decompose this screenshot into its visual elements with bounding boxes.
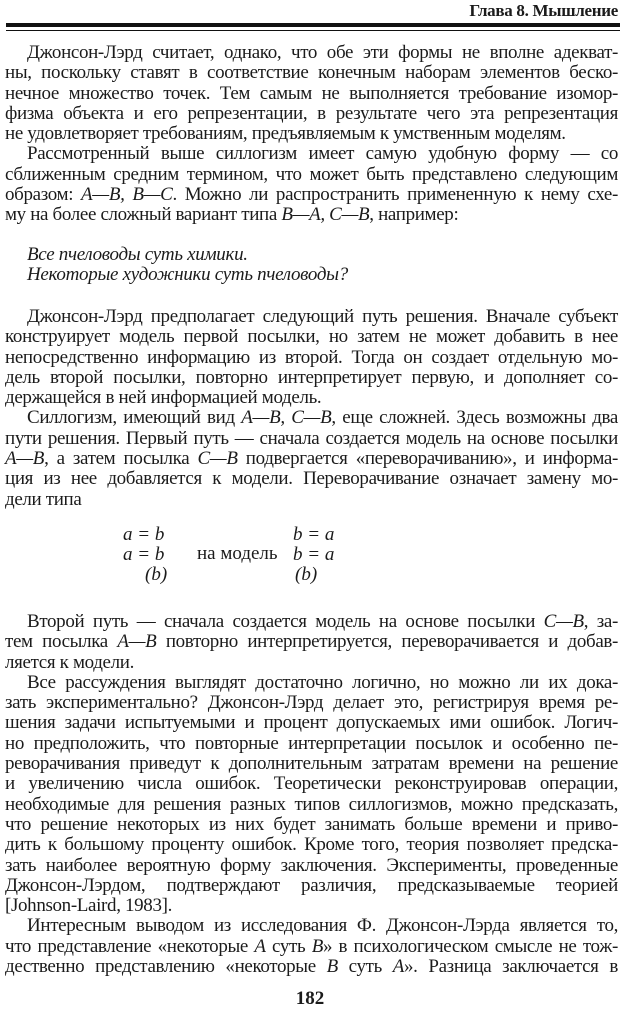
text-segment: пути решения. Первый путь — сначала создается модель на основе посылки xyxy=(5,427,618,449)
text-segment: конструирует модель первой посылки, но затем не может добавить в нее xyxy=(5,326,618,348)
text-line xyxy=(5,104,618,124)
formula-row: b = a xyxy=(293,544,335,565)
text-segment: ». Разница заключается в xyxy=(404,956,618,978)
text-segment: физма объекта и его репрезентации, в результате чего эта репрезентация xyxy=(5,102,618,124)
text-block-2 xyxy=(5,307,618,510)
text-segment: повторно интерпретируется, переворачивается и добав- xyxy=(156,631,619,653)
text-segment: образом: xyxy=(5,184,82,206)
text-segment: реворачивания приведут к дополнительным затратам времени на решение xyxy=(5,753,618,775)
text-segment: ны, поскольку ставят в соответствие конечным наборам элементов беско- xyxy=(5,62,618,84)
formula-label-b: (b) xyxy=(295,564,318,585)
text-segment: и увеличению числа ошибок. Теоретически реконструировав операции, xyxy=(5,773,618,795)
text-line xyxy=(5,327,618,347)
text-segment: му на более сложный вариант типа xyxy=(5,204,282,226)
text-segment: нечное множество точек. Тем самым не выполняется требование изомор- xyxy=(5,82,618,104)
text-block-1 xyxy=(5,43,618,226)
text-segment: Джонсон-Лэрдом, подтверждают различия, предсказываемые теорией xyxy=(5,874,618,896)
text-segment: Интересным выводом из исследования Ф. Джонсон-Лэрда является то, xyxy=(27,915,618,937)
text-line xyxy=(5,856,618,876)
text-block-3 xyxy=(5,612,618,977)
text-line xyxy=(5,693,618,713)
text-line xyxy=(5,774,618,794)
text-segment: суть xyxy=(337,956,393,978)
italic-term: A—B, B—C xyxy=(81,184,173,206)
italic-term: A—B xyxy=(5,448,45,470)
text-line xyxy=(5,937,618,957)
text-line xyxy=(5,896,618,916)
text-segment: , а затем посылка xyxy=(44,448,198,470)
text-line xyxy=(5,63,618,83)
text-line xyxy=(5,490,618,510)
text-segment: . Можно ли распространить примененную к нему схе- xyxy=(172,184,618,206)
formula-right xyxy=(293,525,334,585)
text-line xyxy=(5,165,618,185)
verse-line: Некоторые художники суть пчеловоды? xyxy=(27,264,348,286)
text-segment: но предположить, что повторные интерпретации посылок и особенно пе- xyxy=(5,732,618,754)
text-segment: , например: xyxy=(369,204,459,226)
text-segment: дели типа xyxy=(5,488,82,510)
formula-middle: на модель xyxy=(197,543,278,564)
text-segment: необходимые для решения разных типов силлогизмов, можно предсказать, xyxy=(5,793,618,815)
text-segment: шения задачи испытуемыми и процент допускаемых ими ошибок. Логич- xyxy=(5,712,618,734)
text-segment: подвергается «переворачиванию», и информа- xyxy=(237,448,618,470)
text-segment: зать наиболее вероятную форму заключения. Эксперименты, проведенные xyxy=(5,854,618,876)
paragraph xyxy=(5,612,618,673)
paragraph xyxy=(5,673,618,917)
text-line xyxy=(5,429,618,449)
text-segment: непосредственно информацию из второй. Тогда он создает отдельную мо- xyxy=(5,346,618,368)
italic-term: A xyxy=(254,935,266,957)
text-segment: тем посылка xyxy=(5,631,118,653)
text-segment: ляется к модели. xyxy=(5,651,134,673)
italic-term: B xyxy=(311,935,323,957)
text-line xyxy=(5,916,618,936)
text-line xyxy=(5,144,618,164)
text-line xyxy=(5,815,618,835)
text-segment: Рассмотренный выше силлогизм имеет самую удобную форму — со xyxy=(27,143,618,165)
text-segment: суть xyxy=(265,935,312,957)
text-segment: » в психологическом смысле не тож- xyxy=(322,935,618,957)
text-segment: ция из нее добавляется к модели. Переворачивание означает замену мо- xyxy=(5,468,618,490)
text-segment: Джонсон-Лэрд считает, однако, что обе эти формы не вполне адекват- xyxy=(27,42,618,63)
paragraph xyxy=(5,916,618,977)
text-segment: Силлогизм, имеющий вид xyxy=(27,407,242,429)
text-segment: сближенным средним термином, что может быть представлено следующим xyxy=(5,163,618,185)
text-line xyxy=(5,388,618,408)
text-segment: , за- xyxy=(583,611,618,632)
text-line xyxy=(5,348,618,368)
text-line xyxy=(5,876,618,896)
italic-term: A xyxy=(392,956,405,978)
text-segment: дель второй посылки, повторно интерпретирует первую, и дополняет со- xyxy=(5,366,618,388)
text-line xyxy=(5,713,618,733)
text-line xyxy=(5,653,618,673)
formula-row: a = b xyxy=(123,524,165,545)
text-line xyxy=(5,673,618,693)
text-line xyxy=(5,734,618,754)
header-rule-thin xyxy=(6,30,620,31)
text-line xyxy=(5,957,618,977)
text-line xyxy=(5,307,618,327)
text-segment: дить к большому проценту ошибок. Кроме того, теория позволяет предска- xyxy=(5,834,618,856)
text-line xyxy=(5,612,618,632)
text-segment: зать экспериментально? Джонсон-Лэрд делает это, регистрируя время ре- xyxy=(5,692,618,714)
paragraph xyxy=(5,408,618,509)
formula-row: a = b xyxy=(123,544,165,565)
text-segment: дественно представлению «некоторые xyxy=(5,956,327,978)
formula-row: b = a xyxy=(293,524,335,545)
text-line xyxy=(5,205,618,225)
paragraph xyxy=(5,307,618,408)
text-line xyxy=(5,368,618,388)
italic-term: C—B xyxy=(197,448,238,470)
formula-label-b: (b) xyxy=(145,564,168,585)
text-line xyxy=(5,84,618,104)
text-line xyxy=(5,754,618,774)
page-number: 182 xyxy=(295,988,325,1009)
paragraph xyxy=(5,43,618,144)
text-segment: держащейся в ней информацией модель. xyxy=(5,387,322,409)
text-segment: [Johnson-Laird, 1983]. xyxy=(5,895,172,917)
italic-term: B xyxy=(326,956,338,978)
text-line xyxy=(5,124,618,144)
text-segment: Все рассуждения выглядят достаточно логично, но можно ли их дока- xyxy=(27,671,618,693)
italic-term: C—B xyxy=(543,611,584,632)
text-segment: не удовлетворяет требованиям, предъявляемым к умственным моделям. xyxy=(5,123,566,145)
verse-example xyxy=(27,245,348,286)
text-line xyxy=(5,185,618,205)
paragraph xyxy=(5,144,618,225)
verse-line: Все пчеловоды суть химики. xyxy=(27,244,248,265)
text-segment: Второй путь — сначала создается модель на основе посылки xyxy=(27,611,544,632)
italic-term: A—B, C—B xyxy=(241,407,332,429)
text-line xyxy=(5,835,618,855)
text-line xyxy=(5,632,618,652)
text-line xyxy=(5,449,618,469)
italic-term: B—A, C—B xyxy=(281,204,370,226)
text-line xyxy=(5,408,618,428)
header-rule-thick xyxy=(6,23,620,27)
formula-left xyxy=(123,525,167,585)
text-line xyxy=(5,795,618,815)
running-head: Глава 8. Мышление xyxy=(469,1,618,20)
text-line xyxy=(5,469,618,489)
text-segment: , еще сложней. Здесь возможны два xyxy=(331,407,618,429)
text-segment: Джонсон-Лэрд предполагает следующий путь решения. Вначале субъект xyxy=(27,306,618,327)
text-segment: что представление «некоторые xyxy=(5,935,255,957)
italic-term: A—B xyxy=(117,631,157,653)
text-segment: что решение некоторых из них будет занимать больше времени и приво- xyxy=(5,813,618,835)
text-line xyxy=(5,43,618,63)
